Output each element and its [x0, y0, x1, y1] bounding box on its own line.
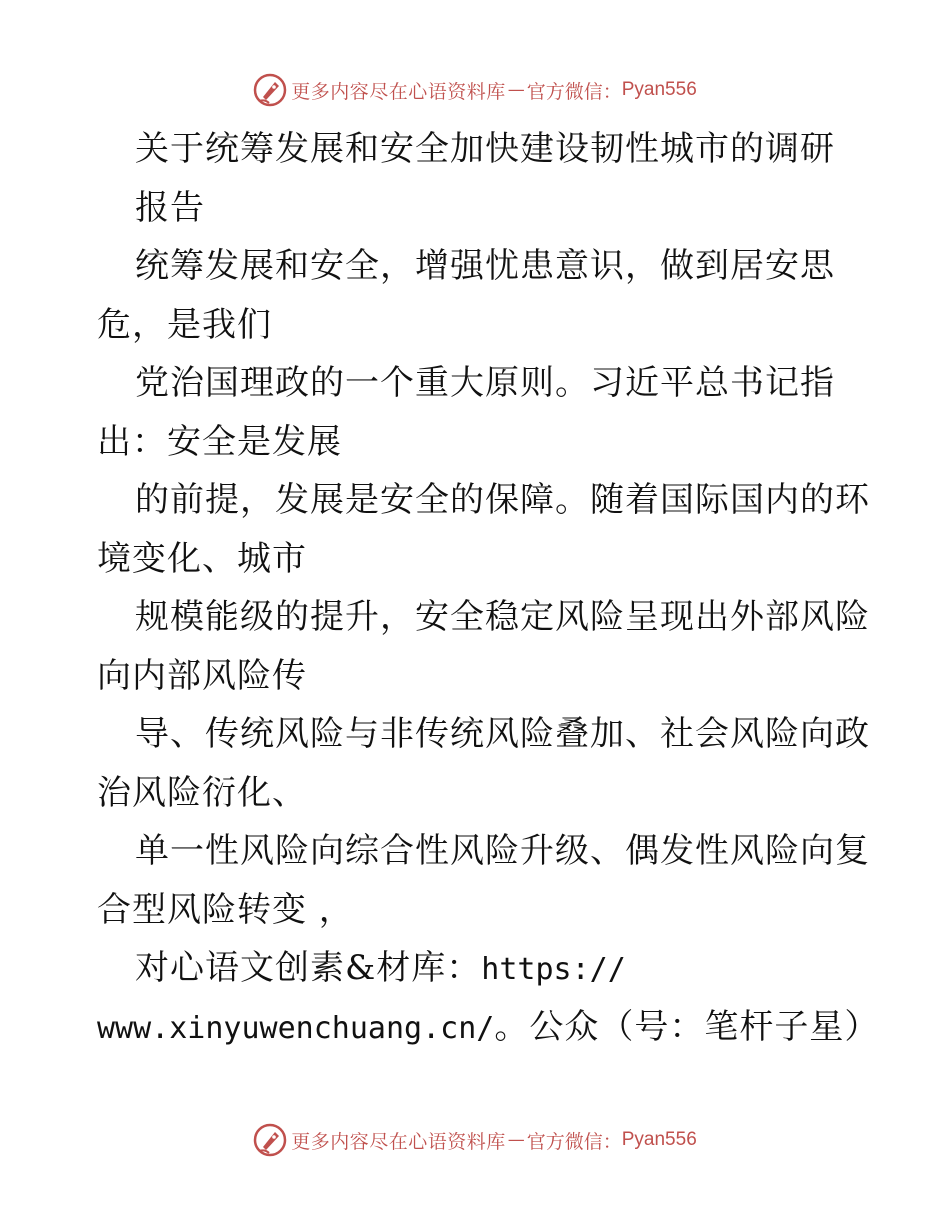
banner-wechat-label: 官方微信：	[526, 1130, 622, 1153]
promo-line	[97, 939, 857, 998]
banner-wechat-id: Pyan556	[621, 79, 697, 100]
banner-separator: —	[507, 1130, 525, 1150]
paragraph-line: 党治国理政的一个重大原则。习近平总书记指	[135, 363, 835, 403]
banner-brand-text: 更多内容尽在心语资料库	[291, 80, 506, 103]
paragraph-line: 统筹发展和安全，增强忧患意识，做到居安思	[135, 246, 835, 286]
promo-line	[97, 998, 880, 1057]
paragraph-line: 境变化、城市	[97, 538, 307, 579]
promo-url-prefix: https://	[481, 952, 626, 987]
pen-nib-logo-icon	[253, 1123, 287, 1157]
title-line-1: 关于统筹发展和安全加快建设韧性城市的调研	[135, 129, 835, 169]
promo-url: www.xinyuwenchuang.cn/	[97, 1010, 495, 1046]
paragraph-line: 导、传统风险与非传统风险叠加、社会风险向政	[135, 714, 870, 754]
promo-public-account: 。公众（号：笔杆子星）	[494, 1006, 880, 1047]
paragraph-line: 治风险衍化、	[97, 772, 307, 813]
paragraph-line: 危，是我们	[97, 304, 272, 345]
pen-nib-logo-icon	[253, 73, 287, 107]
paragraph-line: 向内部风险传	[97, 655, 307, 696]
footer-banner	[0, 1118, 950, 1162]
banner-wechat-label: 官方微信：	[526, 80, 622, 103]
title-line-2: 报告	[135, 187, 205, 228]
document-body	[97, 120, 880, 1056]
paragraph-line: 合型风险转变 ，	[97, 889, 354, 930]
paragraph-line: 的前提，发展是安全的保障。随着国际国内的环	[135, 480, 870, 520]
paragraph-line: 规模能级的提升，安全稳定风险呈现出外部风险	[135, 597, 870, 637]
banner-wechat-id: Pyan556	[621, 1129, 697, 1150]
promo-text: 对心语文创素&材库：	[135, 948, 482, 988]
paragraph-line: 出：安全是发展	[97, 421, 342, 462]
header-banner	[0, 68, 950, 112]
banner-separator: —	[507, 80, 525, 100]
paragraph-line: 单一性风险向综合性风险升级、偶发性风险向复	[135, 831, 870, 871]
banner-brand-text: 更多内容尽在心语资料库	[291, 1130, 506, 1153]
